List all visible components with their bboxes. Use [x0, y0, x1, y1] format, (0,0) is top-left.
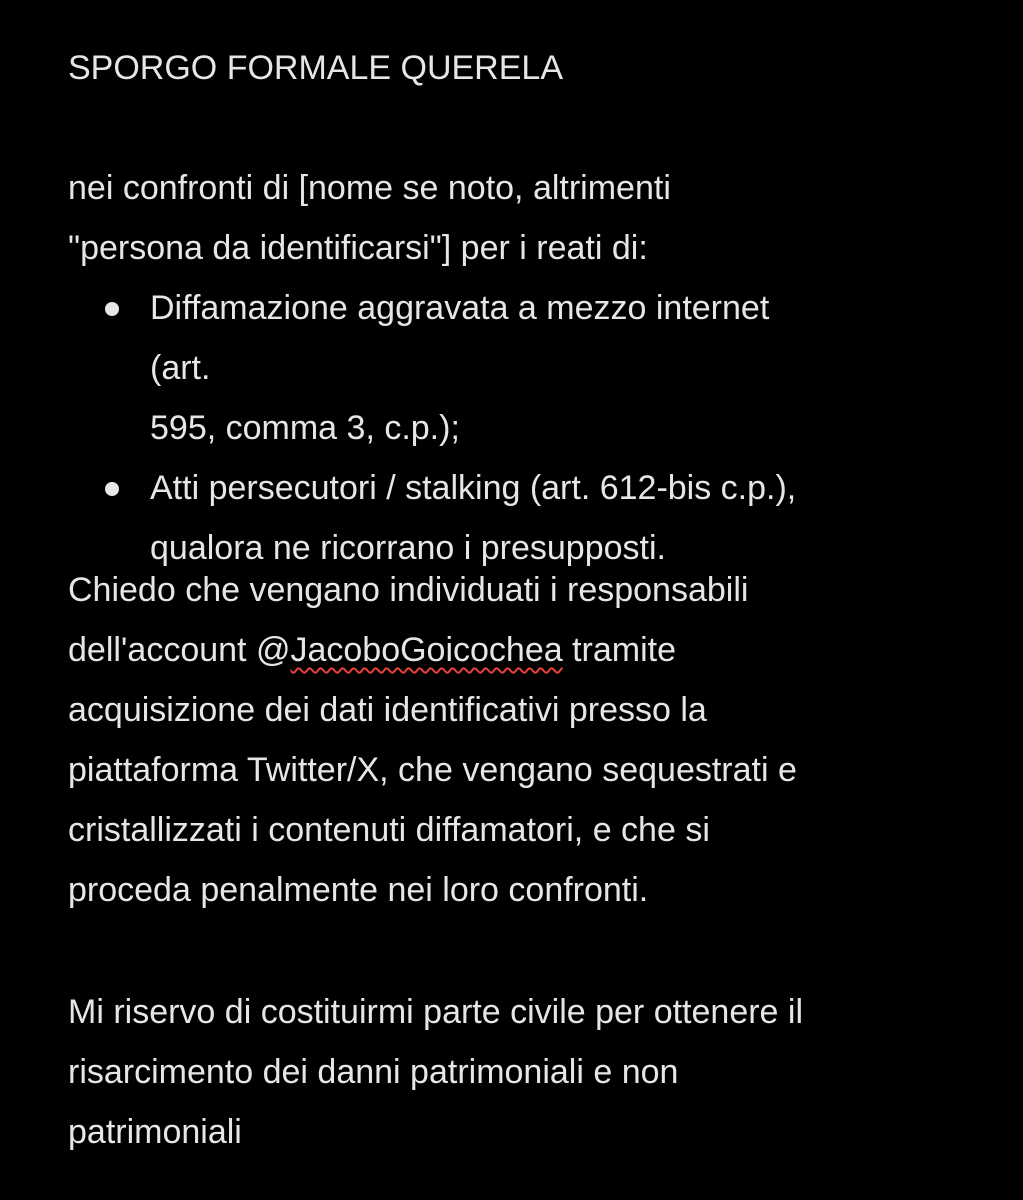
- reservation-paragraph: [68, 982, 968, 1162]
- request-paragraph[interactable]: [68, 560, 968, 920]
- heading-text: SPORGO FORMALE QUERELA: [68, 49, 563, 87]
- request-line-3: acquisizione dei dati identificativi presso la: [68, 691, 707, 729]
- list-item-line: qualora ne ricorrano i presupposti.: [150, 529, 666, 567]
- document-heading: [68, 38, 968, 98]
- offense-list: [68, 278, 968, 578]
- request-line-2: [68, 620, 968, 680]
- reservation-line-2: risarcimento dei danni patrimoniali e non: [68, 1053, 679, 1091]
- request-line-4: piattaforma Twitter/X, che vengano sequestrati e: [68, 751, 797, 789]
- reservation-line-1: Mi riservo di costituirmi parte civile per ottenere il: [68, 993, 804, 1031]
- bullet-dot-icon: [105, 302, 119, 316]
- list-item-line: (art.: [150, 349, 211, 387]
- bullet-dot-icon: [105, 482, 119, 496]
- request-line-2-start: dell'account @: [68, 631, 291, 669]
- request-line-6: proceda penalmente nei loro confronti.: [68, 871, 649, 909]
- list-item: [68, 278, 968, 458]
- reservation-line-3: patrimoniali: [68, 1113, 242, 1151]
- list-item-line: Atti persecutori / stalking (art. 612-bis c.p.),: [150, 469, 797, 507]
- intro-line-2: "persona da identificarsi"] per i reati di:: [68, 229, 648, 267]
- request-line-1: Chiedo che vengano individuati i responsabili: [68, 571, 749, 609]
- request-line-2-end: tramite: [562, 631, 677, 669]
- list-item-line: 595, comma 3, c.p.);: [150, 409, 460, 447]
- list-item-line: Diffamazione aggravata a mezzo internet: [150, 289, 770, 327]
- intro-line-1: nei confronti di [nome se noto, altrimenti: [68, 169, 671, 207]
- request-line-5: cristallizzati i contenuti diffamatori, e che si: [68, 811, 710, 849]
- account-handle-misspelled[interactable]: JacoboGoicochea: [290, 631, 563, 669]
- list-item-text: [150, 278, 968, 458]
- intro-paragraph: [68, 158, 968, 278]
